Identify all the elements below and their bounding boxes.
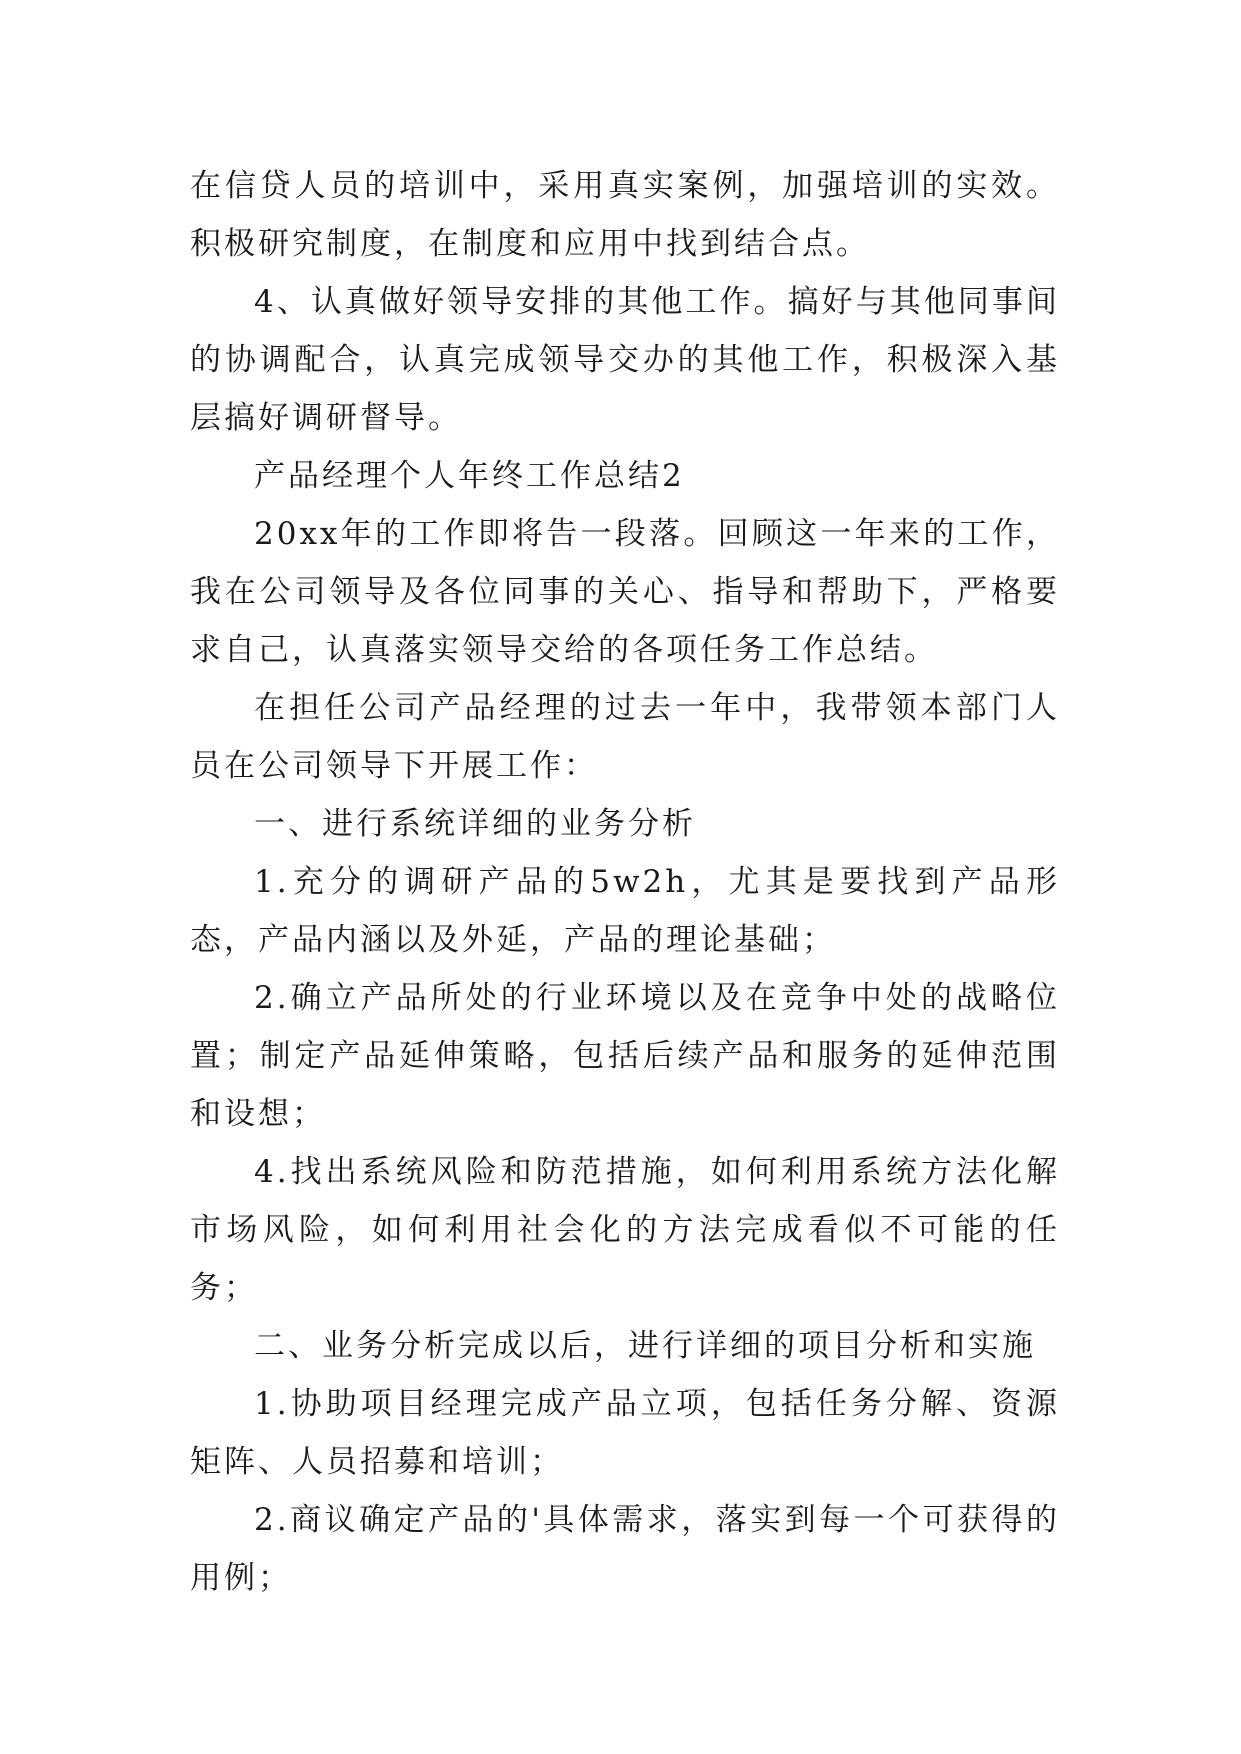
list-item: 4.找出系统风险和防范措施，如何利用系统方法化解市场风险，如何利用社会化的方法完成看似不可能的任务； <box>190 1154 1060 1306</box>
document-body <box>190 157 1060 1607</box>
list-item: 2.确立产品所处的行业环境以及在竞争中处的战略位置；制定产品延伸策略，包括后续产品和服务的延伸范围和设想； <box>190 980 1060 1132</box>
paragraph: 20xx年的工作即将告一段落。回顾这一年来的工作，我在公司领导及各位同事的关心、指导和帮助下，严格要求自己，认真落实领导交给的各项任务工作总结。 <box>190 516 1060 668</box>
list-item: 1.协助项目经理完成产品立项，包括任务分解、资源矩阵、人员招募和培训； <box>190 1386 1060 1480</box>
paragraph: 在信贷人员的培训中，采用真实案例，加强培训的实效。积极研究制度，在制度和应用中找到结合点。 <box>190 168 1060 262</box>
paragraph: 在担任公司产品经理的过去一年中，我带领本部门人员在公司领导下开展工作： <box>190 690 1060 784</box>
list-item: 2.商议确定产品的'具体需求，落实到每一个可获得的用例； <box>190 1502 1060 1596</box>
section-heading: 一、进行系统详细的业务分析 <box>254 806 696 842</box>
section-title: 产品经理个人年终工作总结2 <box>254 458 685 494</box>
paragraph: 4、认真做好领导安排的其他工作。搞好与其他同事间的协调配合，认真完成领导交办的其他工作，积极深入基层搞好调研督导。 <box>190 284 1060 436</box>
section-heading: 二、业务分析完成以后，进行详细的项目分析和实施 <box>254 1328 1036 1364</box>
list-item: 1.充分的调研产品的5w2h，尤其是要找到产品形态，产品内涵以及外延，产品的理论基础； <box>190 864 1060 958</box>
